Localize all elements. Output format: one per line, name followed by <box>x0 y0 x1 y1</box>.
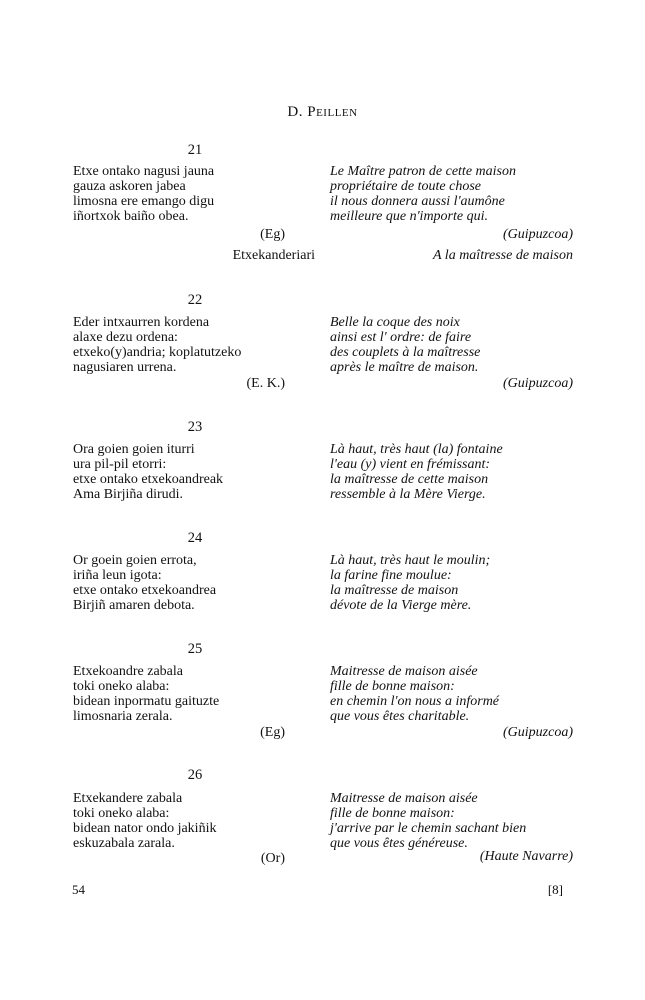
verse-line: après le maître de maison. <box>330 360 479 375</box>
verse-line: eskuzabala zarala. <box>73 836 175 851</box>
verse-line: Ama Birjiña dirudi. <box>73 487 184 502</box>
verse-line: iñortxok baiño obea. <box>73 209 189 224</box>
stanza-number: 25 <box>187 641 203 657</box>
verse-line: Or goein goien errota, <box>73 553 197 568</box>
page-header <box>0 104 645 121</box>
verse-line: toki oneko alaba: <box>73 806 170 821</box>
verse-line: bidean inpormatu gaituzte <box>73 694 220 709</box>
french-stanza <box>330 164 580 224</box>
verse-line: Eder intxaurren kordena <box>73 315 210 330</box>
verse-line: que vous êtes charitable. <box>330 709 470 724</box>
verse-line: j'arrive par le chemin sachant bien <box>330 821 527 836</box>
verse-line: ressemble à la Mère Vierge. <box>330 487 486 502</box>
verse-line: la maîtresse de maison <box>330 583 459 598</box>
verse-line: la maîtresse de cette maison <box>330 472 489 487</box>
verse-line: des couplets à la maîtresse <box>330 345 481 360</box>
verse-line: ura pil-pil etorri: <box>73 457 167 472</box>
subtitle-french: A la maîtresse de maison <box>433 248 573 263</box>
verse-line: nagusiaren urrena. <box>73 360 177 375</box>
verse-line: meilleure que n'importe qui. <box>330 209 488 224</box>
author-initial: D. <box>287 104 303 120</box>
verse-line: alaxe dezu ordena: <box>73 330 178 345</box>
verse-line: Etxekandere zabala <box>73 791 183 806</box>
verse-line: dévote de la Vierge mère. <box>330 598 472 613</box>
verse-line: etxeko(y)andria; koplatutzeko <box>73 345 242 360</box>
verse-line: l'eau (y) vient en frémissant: <box>330 457 491 472</box>
verse-line: que vous êtes généreuse. <box>330 836 468 851</box>
stanza-number: 22 <box>187 292 203 308</box>
verse-line: Etxe ontako nagusi jauna <box>73 164 215 179</box>
verse-line: Le Maître patron de cette maison <box>330 164 516 179</box>
french-source: (Guipuzcoa) <box>503 725 573 740</box>
verse-line: toki oneko alaba: <box>73 679 170 694</box>
french-stanza <box>330 315 580 375</box>
verse-line: etxe ontako etxekoandreak <box>73 472 224 487</box>
french-source: (Haute Navarre) <box>479 849 573 864</box>
basque-stanza <box>73 315 333 375</box>
verse-line: Etxekoandre zabala <box>73 664 183 679</box>
verse-line: fille de bonne maison: <box>330 679 455 694</box>
basque-stanza <box>73 442 333 502</box>
basque-stanza <box>73 664 333 724</box>
verse-line: Là haut, très haut (la) fontaine <box>330 442 503 457</box>
verse-line: iriña leun igota: <box>73 568 162 583</box>
verse-line: gauza askoren jabea <box>73 179 186 194</box>
stanza-number: 23 <box>187 419 203 435</box>
verse-line: Ora goien goien iturri <box>73 442 195 457</box>
french-stanza <box>330 664 580 724</box>
subtitle-basque: Etxekanderiari <box>232 248 315 263</box>
verse-line: limosna ere emango digu <box>73 194 215 209</box>
basque-source: (Or) <box>260 851 285 866</box>
verse-line: bidean nator ondo jakiñik <box>73 821 217 836</box>
verse-line: fille de bonne maison: <box>330 806 455 821</box>
french-source: (Guipuzcoa) <box>503 227 573 242</box>
verse-line: Maitresse de maison aisée <box>330 791 478 806</box>
verse-line: il nous donnera aussi l'aumône <box>330 194 505 209</box>
author-name: Peillen <box>307 104 358 120</box>
french-stanza <box>330 553 580 613</box>
stanza-number: 24 <box>187 530 203 546</box>
basque-source: (Eg) <box>260 725 285 740</box>
basque-stanza <box>73 164 333 224</box>
verse-line: etxe ontako etxekoandrea <box>73 583 217 598</box>
verse-line: en chemin l'on nous a informé <box>330 694 500 709</box>
basque-stanza <box>73 553 333 613</box>
verse-line: la farine fine moulue: <box>330 568 452 583</box>
french-source: (Guipuzcoa) <box>503 376 573 391</box>
basque-stanza <box>73 791 333 851</box>
stanza-number: 26 <box>187 767 203 783</box>
verse-line: Belle la coque des noix <box>330 315 460 330</box>
page-number: 54 <box>72 882 85 897</box>
bracket-page-number: [8] <box>547 882 563 897</box>
french-stanza <box>330 442 580 502</box>
verse-line: Là haut, très haut le moulin; <box>330 553 491 568</box>
basque-source: (E. K.) <box>246 376 285 391</box>
basque-source: (Eg) <box>260 227 285 242</box>
verse-line: Maitresse de maison aisée <box>330 664 478 679</box>
verse-line: ainsi est l' ordre: de faire <box>330 330 472 345</box>
stanza-number: 21 <box>187 142 203 158</box>
verse-line: limosnaria zerala. <box>73 709 173 724</box>
verse-line: Birjiñ amaren debota. <box>73 598 195 613</box>
french-stanza <box>330 791 580 851</box>
verse-line: propriétaire de toute chose <box>330 179 481 194</box>
